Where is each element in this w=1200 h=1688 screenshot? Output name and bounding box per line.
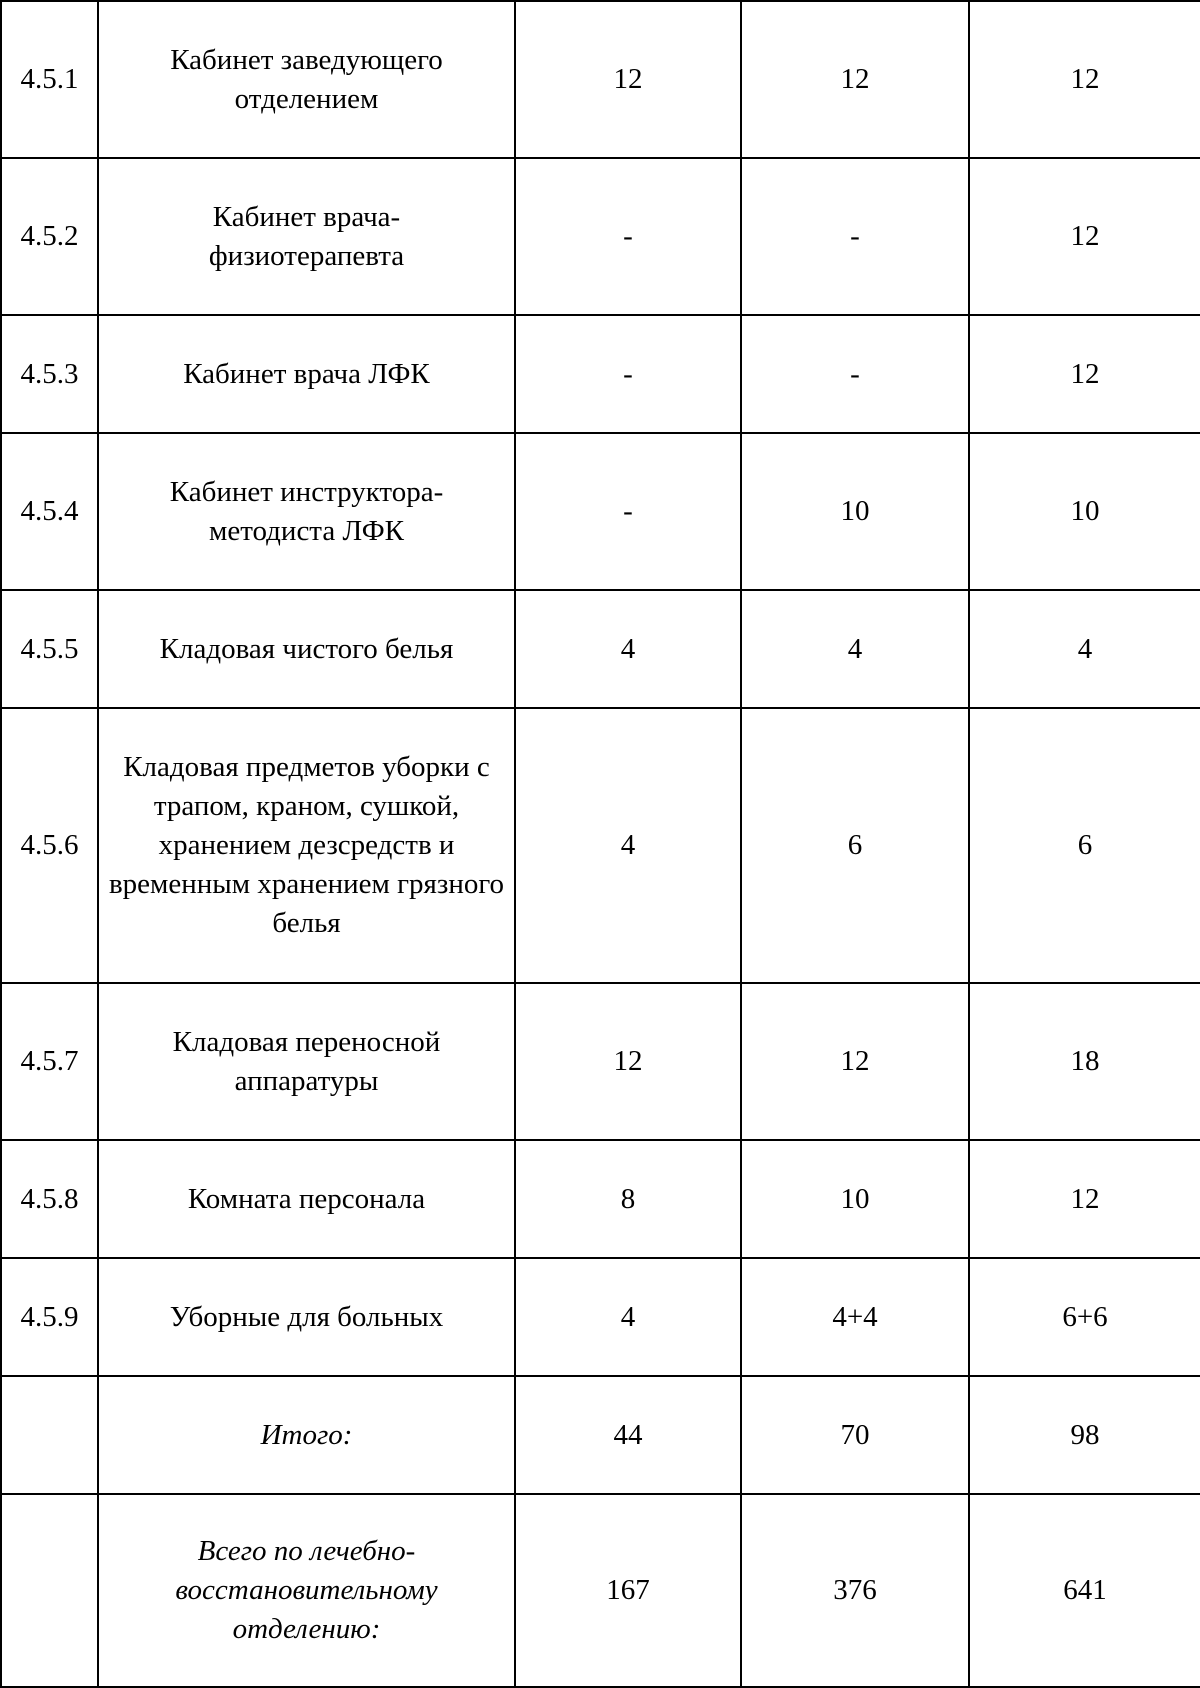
- area-value-3: 12: [969, 315, 1200, 433]
- area-value-1: -: [515, 158, 741, 315]
- area-value-2: 10: [741, 1140, 969, 1258]
- table-row: [1, 1, 1200, 158]
- table-row: [1, 708, 1200, 983]
- row-number: 4.5.6: [1, 708, 98, 983]
- row-number: 4.5.2: [1, 158, 98, 315]
- room-name-text: Кабинет заведующего отделением: [170, 43, 443, 115]
- table-row: [1, 1140, 1200, 1258]
- room-name-text: Уборные для больных: [169, 1300, 444, 1333]
- room-name: [98, 983, 515, 1140]
- area-value-1: -: [515, 315, 741, 433]
- area-value-1: 4: [515, 1258, 741, 1376]
- area-value-2: -: [741, 158, 969, 315]
- room-name: [98, 315, 515, 433]
- area-value-3: 4: [969, 590, 1200, 708]
- table-row: [1, 590, 1200, 708]
- area-value-2: -: [741, 315, 969, 433]
- area-value-2: 4: [741, 590, 969, 708]
- total-value-3: 641: [969, 1494, 1200, 1687]
- area-value-3: 12: [969, 1, 1200, 158]
- room-name: [98, 590, 515, 708]
- table-row: [1, 158, 1200, 315]
- area-value-1: 4: [515, 590, 741, 708]
- room-name: [98, 708, 515, 983]
- table-row: [1, 1258, 1200, 1376]
- row-number: 4.5.1: [1, 1, 98, 158]
- row-number: 4.5.3: [1, 315, 98, 433]
- room-name: [98, 1140, 515, 1258]
- row-number-empty: [1, 1376, 98, 1494]
- room-name: [98, 158, 515, 315]
- area-value-3: 18: [969, 983, 1200, 1140]
- area-value-3: 10: [969, 433, 1200, 590]
- room-name: [98, 1, 515, 158]
- area-value-3: 6+6: [969, 1258, 1200, 1376]
- row-number-empty: [1, 1494, 98, 1687]
- total-label-text: Всего по лечебно-восстановительному отделению:: [175, 1535, 438, 1645]
- total-value-2: 376: [741, 1494, 969, 1687]
- area-value-1: 12: [515, 1, 741, 158]
- area-value-1: 4: [515, 708, 741, 983]
- room-name-text: Кабинет инструктора-методиста ЛФК: [169, 475, 444, 547]
- subtotal-label: [98, 1376, 515, 1494]
- area-value-2: 10: [741, 433, 969, 590]
- row-number: 4.5.4: [1, 433, 98, 590]
- area-value-2: 12: [741, 983, 969, 1140]
- area-value-2: 12: [741, 1, 969, 158]
- area-value-3: 12: [969, 158, 1200, 315]
- row-number: 4.5.8: [1, 1140, 98, 1258]
- area-value-3: 6: [969, 708, 1200, 983]
- row-number: 4.5.7: [1, 983, 98, 1140]
- room-name-text: Кабинет врача ЛФК: [183, 357, 430, 390]
- row-number: 4.5.9: [1, 1258, 98, 1376]
- subtotal-value-2: 70: [741, 1376, 969, 1494]
- area-value-2: 6: [741, 708, 969, 983]
- room-name-text: Кладовая чистого белья: [159, 632, 454, 665]
- total-row: [1, 1494, 1200, 1687]
- room-name-text: Кабинет врача-физиотерапевта: [208, 200, 405, 272]
- room-name-text: Кладовая предметов уборки с трапом, краном, сушкой, хранением дезсредств и временным хранением грязного белья: [108, 751, 505, 939]
- area-value-1: 8: [515, 1140, 741, 1258]
- area-value-1: -: [515, 433, 741, 590]
- subtotal-value-1: 44: [515, 1376, 741, 1494]
- total-value-1: 167: [515, 1494, 741, 1687]
- room-name-text: Кладовая переносной аппаратуры: [172, 1025, 441, 1097]
- table-row: [1, 315, 1200, 433]
- table-row: [1, 983, 1200, 1140]
- room-name-text: Комната персонала: [187, 1182, 426, 1215]
- row-number: 4.5.5: [1, 590, 98, 708]
- table-row: [1, 433, 1200, 590]
- room-name: [98, 1258, 515, 1376]
- subtotal-label-text: Итого:: [260, 1418, 353, 1451]
- total-label: [98, 1494, 515, 1687]
- room-name: [98, 433, 515, 590]
- subtotal-row: [1, 1376, 1200, 1494]
- subtotal-value-3: 98: [969, 1376, 1200, 1494]
- area-value-2: 4+4: [741, 1258, 969, 1376]
- area-value-3: 12: [969, 1140, 1200, 1258]
- area-value-1: 12: [515, 983, 741, 1140]
